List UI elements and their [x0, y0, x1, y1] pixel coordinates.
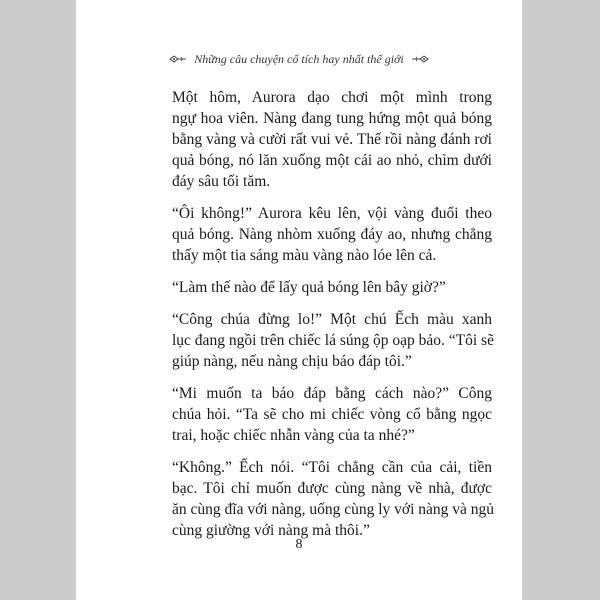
- text-line: ngự hoa viên. Nàng đang tung hứng một quả bóng: [172, 110, 492, 127]
- text-line: quả bóng. Nàng nhòm xuống đáy ao, nhưng chẳng: [172, 226, 492, 243]
- text-line: “Ôi không!” Aurora kêu lên, vội vàng đuổi theo: [172, 205, 492, 222]
- page-number: 8: [295, 537, 303, 552]
- text-line: đáy sâu tối tăm.: [172, 173, 271, 190]
- text-line: “Mi muốn ta báo đáp bằng cách nào?” Công: [172, 385, 492, 402]
- text-line: “Công chúa đừng lo!” Một chú Ếch màu xanh: [172, 311, 492, 328]
- paragraph-2: [172, 203, 492, 266]
- text-line: “Làm thế nào để lấy quả bóng lên bây giờ?”: [172, 279, 446, 296]
- ornament-right-icon: [411, 54, 429, 64]
- text-line: cùng giường với nàng mà thôi.”: [172, 522, 370, 539]
- text-line: “Không.” Ếch nói. “Tôi chẳng cần của cải, tiền: [172, 459, 492, 476]
- text-line: bạc. Tôi chỉ muốn được cùng nàng về nhà, được: [172, 480, 492, 497]
- paragraph-6: [172, 457, 495, 541]
- running-header: [76, 50, 522, 68]
- text-line: bằng vàng và cười rất vui vẻ. Thế rồi nàng đánh rơi: [172, 131, 492, 148]
- text-line: Một hôm, Aurora dạo chơi một mình trong: [172, 89, 492, 106]
- text-line: trai, hoặc chiếc nhẫn vàng của ta nhé?”: [172, 427, 415, 444]
- book-page: [76, 0, 522, 600]
- paragraph-4: [172, 309, 492, 372]
- text-line: ăn cùng đĩa với nàng, uống cùng ly với nàng và ngủ: [172, 501, 495, 518]
- text-line: lục đang ngồi trên chiếc lá súng ộp oạp bảo. “Tôi sẽ: [172, 332, 494, 349]
- header-title: Những câu chuyện cổ tích hay nhất thế giới: [194, 51, 404, 66]
- text-line: thấy một tia sáng màu vàng nào lóe lên cả.: [172, 247, 437, 264]
- story-text: [172, 87, 495, 552]
- text-line: chúa hỏi. “Ta sẽ cho mi chiếc vòng cổ bằng ngọc: [172, 406, 492, 423]
- paragraph-1: [172, 87, 492, 192]
- text-line: giúp nàng, nếu nàng chịu báo đáp tôi.”: [172, 353, 412, 370]
- paragraph-5: [172, 383, 492, 446]
- text-line: quả bóng, nó lăn xuống một cái ao nhỏ, chìm dưới: [172, 152, 492, 169]
- paragraph-3: [172, 277, 492, 298]
- ornament-left-icon: [169, 54, 187, 64]
